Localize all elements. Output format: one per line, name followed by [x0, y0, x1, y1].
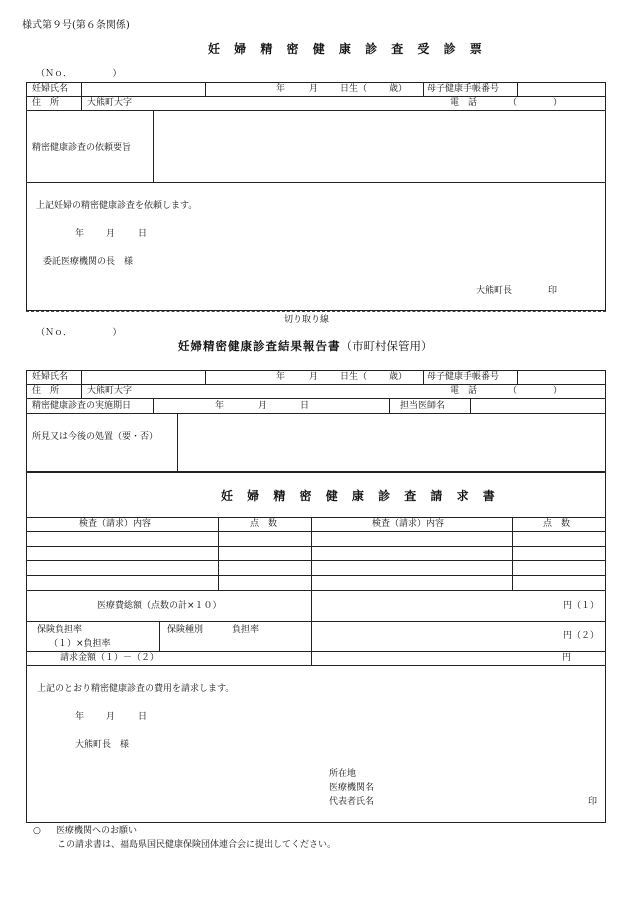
s1-address-value: 大熊町大字 — [87, 98, 133, 108]
section2-no-label: （Ｎｏ． ） — [36, 328, 122, 338]
insurance-calc: （１）×負担率 — [49, 639, 111, 649]
burden-rate: 負担率 — [232, 625, 260, 635]
s3-date-month: 月 — [106, 712, 116, 722]
s1-seal: 印 — [548, 286, 558, 296]
s2-birth-age: 歳） — [389, 372, 408, 382]
s3-seal: 印 — [588, 797, 598, 807]
s1-handbook-label: 母子健康手帳番号 — [427, 84, 500, 94]
s1-date-year: 年 — [75, 229, 85, 239]
s2-doctor-label: 担当医師名 — [400, 401, 446, 411]
s2-exam-month: 月 — [258, 401, 268, 411]
claim-yen: 円 — [562, 653, 572, 663]
col-points-right: 点 数 — [543, 519, 571, 529]
s2-birth-month: 月 — [309, 372, 319, 382]
s2-address-label: 住 所 — [32, 386, 60, 396]
s1-birth-month: 月 — [309, 84, 319, 94]
section1-no-label: （Ｎｏ． ） — [36, 69, 122, 79]
insurance-type: 保険種別 — [167, 625, 204, 635]
s2-address-value: 大熊町大字 — [87, 386, 133, 396]
s1-birth-year: 年 — [276, 84, 286, 94]
s1-mayor: 大熊町長 — [476, 286, 513, 296]
cut-line — [26, 311, 606, 312]
s2-handbook-label: 母子健康手帳番号 — [427, 372, 500, 382]
s1-date-day: 日 — [138, 229, 148, 239]
s1-request-text: 上記妊婦の精密健康診査を依頼します。 — [36, 201, 198, 211]
s2-birth-year: 年 — [276, 372, 286, 382]
notes-heading: 医療機関へのお願い — [56, 826, 138, 836]
s2-name-label: 妊婦氏名 — [32, 372, 69, 382]
representative-label: 代表者氏名 — [329, 797, 375, 807]
s1-addressee: 委託医療機関の長 様 — [43, 257, 134, 267]
section2-title: 妊婦精密健康診査結果報告書（市町村保管用） — [178, 339, 433, 353]
s2-exam-day: 日 — [300, 401, 310, 411]
s3-addressee: 大熊町長 様 — [75, 740, 130, 750]
s2-exam-year: 年 — [215, 401, 225, 411]
col-item-right: 検査（請求）内容 — [372, 519, 445, 529]
s3-date-year: 年 — [75, 712, 85, 722]
cut-line-label: 切り取り線 — [281, 316, 332, 325]
yen1: 円（１） — [563, 601, 600, 611]
section1-frame — [26, 82, 606, 311]
s1-birth-age: 歳） — [389, 84, 408, 94]
col-points-left: 点 数 — [250, 519, 278, 529]
s2-findings-label: 所見又は今後の処置（要・否） — [32, 432, 159, 442]
section3-title: 妊 婦 精 密 健 康 診 査 請 求 書 — [221, 489, 500, 503]
notes-bullet: ○ — [33, 826, 41, 836]
claim-text: 上記のとおり精密健康診査の費用を請求します。 — [37, 684, 235, 694]
insurance-rate: 保険負担率 — [37, 625, 83, 635]
yen2: 円（２） — [563, 631, 600, 641]
institution-label: 医療機関名 — [329, 783, 375, 793]
s1-phone-paren: （ ） — [508, 98, 563, 108]
s1-phone-label: 電 話 — [450, 98, 478, 108]
notes-text: この請求書は、福島県国民健康保険団体連合会に提出してください。 — [57, 840, 337, 850]
s2-exam-date-label: 精密健康診査の実施期日 — [32, 401, 132, 411]
s1-date-month: 月 — [106, 229, 116, 239]
s1-birth-day: 日生（ — [340, 84, 368, 94]
s2-phone-paren: （ ） — [508, 386, 563, 396]
total-label: 医療費総額（点数の計×１０） — [97, 601, 222, 611]
s1-name-label: 妊婦氏名 — [32, 84, 69, 94]
s2-phone-label: 電 話 — [450, 386, 478, 396]
col-item-left: 検査（請求）内容 — [79, 519, 152, 529]
s2-birth-day: 日生（ — [340, 372, 368, 382]
section1-title: 妊 婦 精 密 健 康 診 査 受 診 票 — [208, 42, 487, 56]
s1-request-label: 精密健康診査の依頼要旨 — [32, 143, 132, 153]
s1-address-label: 住 所 — [32, 98, 60, 108]
form-id: 様式第９号(第６条関係) — [22, 20, 130, 31]
claim-label: 請求金額（１）－（２） — [60, 653, 160, 663]
s3-date-day: 日 — [138, 712, 148, 722]
location-label: 所在地 — [329, 769, 357, 779]
